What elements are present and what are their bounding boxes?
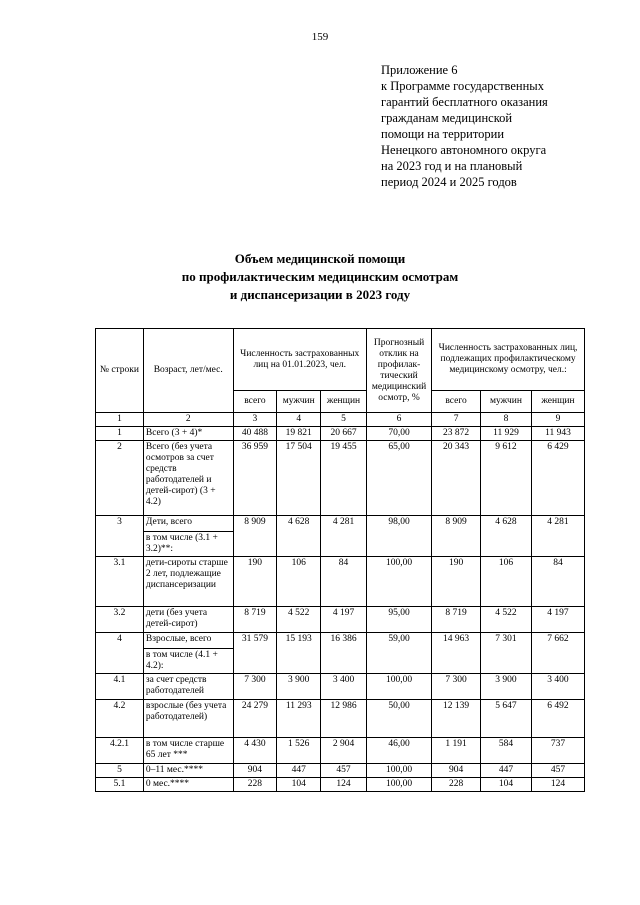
appendix-line: помощи на территории — [381, 127, 505, 141]
subject-men: 3 900 — [481, 674, 532, 700]
subject-total: 14 963 — [432, 633, 481, 674]
subject-women: 4 281 — [531, 516, 584, 557]
header-total: всего — [432, 391, 481, 413]
subject-total: 190 — [432, 557, 481, 607]
age-group-label: Всего (3 + 4)* — [143, 427, 233, 441]
column-number: 6 — [366, 413, 431, 427]
forecast-response: 95,00 — [366, 607, 431, 633]
header-insured-count: Численность застрахованных лиц на 01.01.2023, чел. — [233, 329, 366, 391]
appendix-line: на 2023 год и на плановый — [381, 159, 523, 173]
subject-men: 11 929 — [481, 427, 532, 441]
subject-total: 23 872 — [432, 427, 481, 441]
header-men: мужчин — [481, 391, 532, 413]
forecast-response: 50,00 — [366, 700, 431, 738]
subject-total: 12 139 — [432, 700, 481, 738]
insured-total: 904 — [233, 764, 277, 778]
insured-women: 457 — [321, 764, 367, 778]
age-group-label: Всего (без учета осмотров за счет средств работодателей и детей-сирот) (3 + 4.2) — [143, 441, 233, 516]
subject-total: 20 343 — [432, 441, 481, 516]
column-number: 4 — [277, 413, 321, 427]
header-subject-count: Численность застрахованных лиц, подлежащих профилактическому медицинскому осмотру, чел.: — [432, 329, 585, 391]
title-line: по профилактическим медицинским осмотрам — [181, 269, 459, 284]
subject-women: 737 — [531, 738, 584, 764]
row-number: 2 — [96, 441, 144, 516]
subject-men: 5 647 — [481, 700, 532, 738]
insured-total: 36 959 — [233, 441, 277, 516]
table-row — [96, 700, 585, 738]
subject-total: 228 — [432, 778, 481, 792]
row-number: 4.2 — [96, 700, 144, 738]
subject-men: 4 628 — [481, 516, 532, 557]
column-number: 9 — [531, 413, 584, 427]
subject-total: 1 191 — [432, 738, 481, 764]
table-row — [96, 516, 585, 532]
subject-women: 6 429 — [531, 441, 584, 516]
forecast-response: 100,00 — [366, 778, 431, 792]
age-group-label: 0–11 мес.**** — [143, 764, 233, 778]
insured-men: 104 — [277, 778, 321, 792]
row-number: 3 — [96, 516, 144, 557]
row-number: 5 — [96, 764, 144, 778]
appendix-line: Ненецкого автономного округа — [381, 143, 547, 157]
age-group-sublabel: в том числе (3.1 + 3.2)**: — [143, 532, 233, 557]
appendix-line: гражданам медицинской — [381, 111, 513, 125]
subject-women: 457 — [531, 764, 584, 778]
row-number: 3.2 — [96, 607, 144, 633]
insured-men: 19 821 — [277, 427, 321, 441]
appendix-line: гарантий бесплатного оказания — [381, 95, 548, 109]
insured-women: 3 400 — [321, 674, 367, 700]
insured-total: 8 909 — [233, 516, 277, 557]
document-title — [0, 250, 640, 304]
subject-women: 3 400 — [531, 674, 584, 700]
header-total: всего — [233, 391, 277, 413]
subject-women: 11 943 — [531, 427, 584, 441]
row-number: 4 — [96, 633, 144, 674]
age-group-label: Дети, всего — [143, 516, 233, 532]
insured-men: 447 — [277, 764, 321, 778]
subject-total: 904 — [432, 764, 481, 778]
appendix-line: Приложение 6 — [381, 63, 458, 77]
insured-total: 40 488 — [233, 427, 277, 441]
header-women: женщин — [321, 391, 367, 413]
title-line: и диспансеризации в 2023 году — [229, 287, 411, 302]
forecast-response: 59,00 — [366, 633, 431, 674]
column-number: 5 — [321, 413, 367, 427]
forecast-response: 100,00 — [366, 557, 431, 607]
insured-women: 19 455 — [321, 441, 367, 516]
table-row — [96, 738, 585, 764]
header-age: Возраст, лет/мес. — [143, 329, 233, 413]
insured-men: 3 900 — [277, 674, 321, 700]
title-line: Объем медицинской помощи — [234, 251, 406, 266]
subject-men: 7 301 — [481, 633, 532, 674]
appendix-line: период 2024 и 2025 годов — [381, 175, 517, 189]
column-number: 2 — [143, 413, 233, 427]
insured-total: 4 430 — [233, 738, 277, 764]
insured-women: 124 — [321, 778, 367, 792]
age-group-label: в том числе старше 65 лет *** — [143, 738, 233, 764]
subject-men: 9 612 — [481, 441, 532, 516]
insured-total: 8 719 — [233, 607, 277, 633]
insured-women: 16 386 — [321, 633, 367, 674]
subject-men: 447 — [481, 764, 532, 778]
subject-men: 106 — [481, 557, 532, 607]
column-number: 7 — [432, 413, 481, 427]
forecast-response: 98,00 — [366, 516, 431, 557]
insured-women: 20 667 — [321, 427, 367, 441]
subject-total: 7 300 — [432, 674, 481, 700]
table-row — [96, 427, 585, 441]
age-group-label: взрослые (без учета работодателей) — [143, 700, 233, 738]
subject-women: 84 — [531, 557, 584, 607]
table-row — [96, 633, 585, 649]
age-group-label: 0 мес.**** — [143, 778, 233, 792]
table-row — [96, 441, 585, 516]
table-row — [96, 778, 585, 792]
forecast-response: 65,00 — [366, 441, 431, 516]
row-number: 1 — [96, 427, 144, 441]
insured-men: 11 293 — [277, 700, 321, 738]
subject-women: 4 197 — [531, 607, 584, 633]
insured-women: 4 281 — [321, 516, 367, 557]
insured-total: 190 — [233, 557, 277, 607]
insured-total: 7 300 — [233, 674, 277, 700]
row-number: 4.1 — [96, 674, 144, 700]
row-number: 4.2.1 — [96, 738, 144, 764]
subject-men: 584 — [481, 738, 532, 764]
subject-women: 7 662 — [531, 633, 584, 674]
subject-total: 8 719 — [432, 607, 481, 633]
page-number: 159 — [311, 31, 329, 43]
row-number: 5.1 — [96, 778, 144, 792]
appendix-reference — [381, 62, 611, 190]
table-row — [96, 764, 585, 778]
forecast-response: 100,00 — [366, 764, 431, 778]
subject-men: 4 522 — [481, 607, 532, 633]
insured-men: 106 — [277, 557, 321, 607]
insured-total: 24 279 — [233, 700, 277, 738]
header-row-number: № строки — [96, 329, 144, 413]
insured-men: 17 504 — [277, 441, 321, 516]
table-row — [96, 557, 585, 607]
header-forecast-response: Прогнозный отклик на профилак-тический медицинский осмотр, % — [366, 329, 431, 413]
age-group-label: за счет средств работодателей — [143, 674, 233, 700]
insured-women: 2 904 — [321, 738, 367, 764]
table-row — [96, 607, 585, 633]
forecast-response: 100,00 — [366, 674, 431, 700]
insured-women: 84 — [321, 557, 367, 607]
insured-total: 31 579 — [233, 633, 277, 674]
insured-women: 12 986 — [321, 700, 367, 738]
subject-women: 124 — [531, 778, 584, 792]
header-men: мужчин — [277, 391, 321, 413]
insured-men: 4 628 — [277, 516, 321, 557]
insured-men: 1 526 — [277, 738, 321, 764]
screening-volume-table — [95, 328, 585, 792]
forecast-response: 46,00 — [366, 738, 431, 764]
insured-men: 4 522 — [277, 607, 321, 633]
age-group-label: дети-сироты старше 2 лет, подлежащие диспансеризации — [143, 557, 233, 607]
age-group-label: Взрослые, всего — [143, 633, 233, 649]
forecast-response: 70,00 — [366, 427, 431, 441]
table-row — [96, 674, 585, 700]
age-group-label: дети (без учета детей-сирот) — [143, 607, 233, 633]
subject-women: 6 492 — [531, 700, 584, 738]
age-group-sublabel: в том числе (4.1 + 4.2): — [143, 649, 233, 674]
column-number: 8 — [481, 413, 532, 427]
column-number: 1 — [96, 413, 144, 427]
insured-men: 15 193 — [277, 633, 321, 674]
header-women: женщин — [531, 391, 584, 413]
column-number: 3 — [233, 413, 277, 427]
row-number: 3.1 — [96, 557, 144, 607]
insured-women: 4 197 — [321, 607, 367, 633]
subject-men: 104 — [481, 778, 532, 792]
subject-total: 8 909 — [432, 516, 481, 557]
appendix-line: к Программе государственных — [381, 79, 544, 93]
insured-total: 228 — [233, 778, 277, 792]
